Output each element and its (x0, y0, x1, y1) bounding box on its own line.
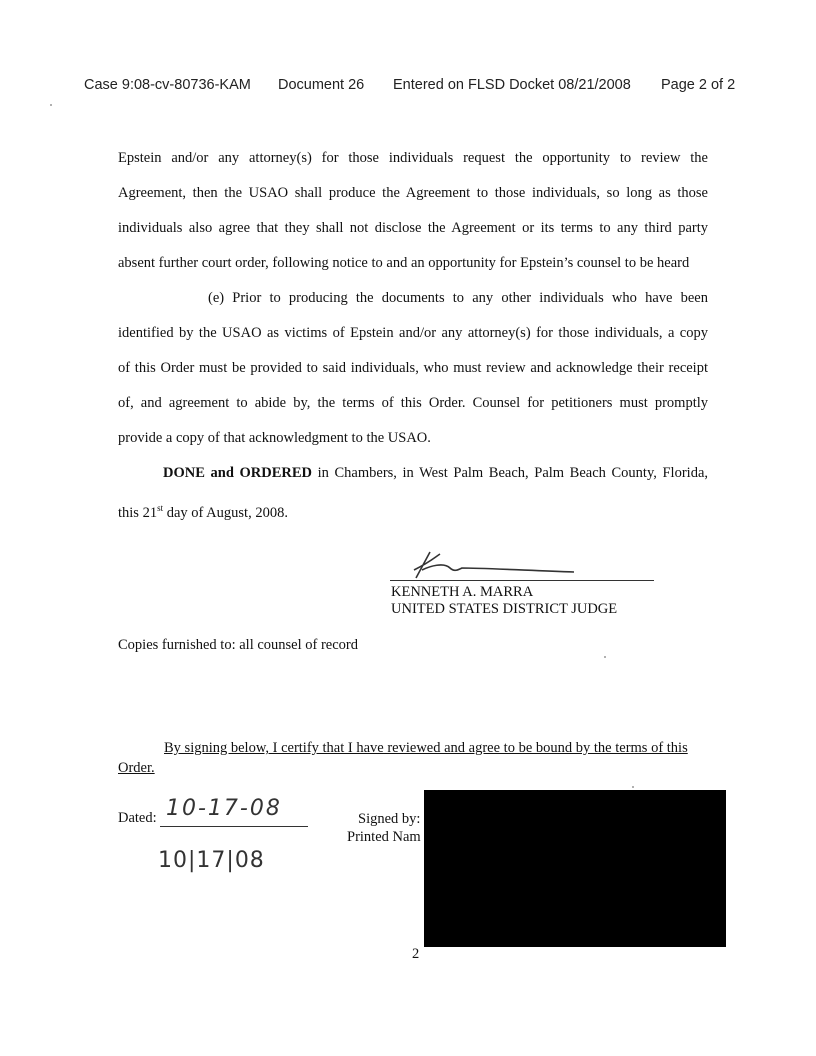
text-line: individuals also agree that they shall not disclose the Agreement or its terms to any third party (118, 220, 708, 236)
header-docket-entry: Entered on FLSD Docket 08/21/2008 (393, 77, 631, 93)
handwritten-date-2: 10|17|08 (158, 848, 265, 873)
date-ordinal: st (157, 503, 164, 513)
text-line: Agreement, then the USAO shall produce the Agreement to those individuals, so long as those (118, 185, 708, 201)
certification (118, 738, 708, 778)
done-ordered-text: in Chambers, in West Palm Beach, Palm Beach County, Florida, (312, 465, 709, 481)
scan-artifact (604, 656, 606, 658)
dated-line (160, 826, 308, 827)
redaction-box (424, 790, 726, 947)
text-line: of this Order must be provided to said individuals, who must review and acknowledge their receipt (118, 360, 708, 376)
done-ordered-bold: DONE and ORDERED (163, 465, 312, 481)
certification-line-1: By signing below, I certify that I have reviewed and agree to be bound by the terms of this (164, 740, 688, 756)
judge-signature-image (400, 548, 580, 582)
header-page-count: Page 2 of 2 (661, 77, 736, 93)
header-document-number: Document 26 (278, 77, 365, 93)
text-line: provide a copy of that acknowledgment to the USAO. (118, 430, 431, 446)
scan-artifact (632, 786, 634, 788)
handwritten-date: 10-17-08 (166, 796, 282, 821)
paragraph-e (118, 281, 708, 456)
printed-name-label: Printed Nam (347, 829, 421, 845)
date-text-post: day of August, 2008. (163, 504, 288, 521)
header-case-number: Case 9:08-cv-80736-KAM (84, 77, 251, 93)
done-and-ordered (118, 456, 708, 531)
signed-by-label: Signed by: (358, 811, 421, 827)
text-line: Epstein and/or any attorney(s) for those individuals request the opportunity to review the (118, 150, 708, 166)
page-number: 2 (412, 946, 420, 962)
certification-line-2: Order. (118, 760, 155, 776)
scan-artifact (50, 104, 52, 106)
judge-name: KENNETH A. MARRA (391, 584, 534, 600)
copies-furnished: Copies furnished to: all counsel of record (118, 637, 358, 653)
dated-label: Dated: (118, 810, 157, 826)
date-text-pre: this 21 (118, 504, 158, 521)
text-line: identified by the USAO as victims of Epstein and/or any attorney(s) for those individuals, a copy (118, 325, 708, 341)
judge-title: UNITED STATES DISTRICT JUDGE (391, 601, 618, 617)
text-line: absent further court order, following notice to and an opportunity for Epstein’s counsel to be heard (118, 255, 690, 271)
paragraph-d-continuation (118, 141, 708, 281)
text-line: of, and agreement to abide by, the terms of this Order. Counsel for petitioners must promptly (118, 395, 708, 411)
signature-line (390, 580, 654, 581)
signed-block (347, 810, 421, 846)
text-line: (e) Prior to producing the documents to any other individuals who have been (208, 290, 708, 306)
judge-block (391, 584, 617, 618)
